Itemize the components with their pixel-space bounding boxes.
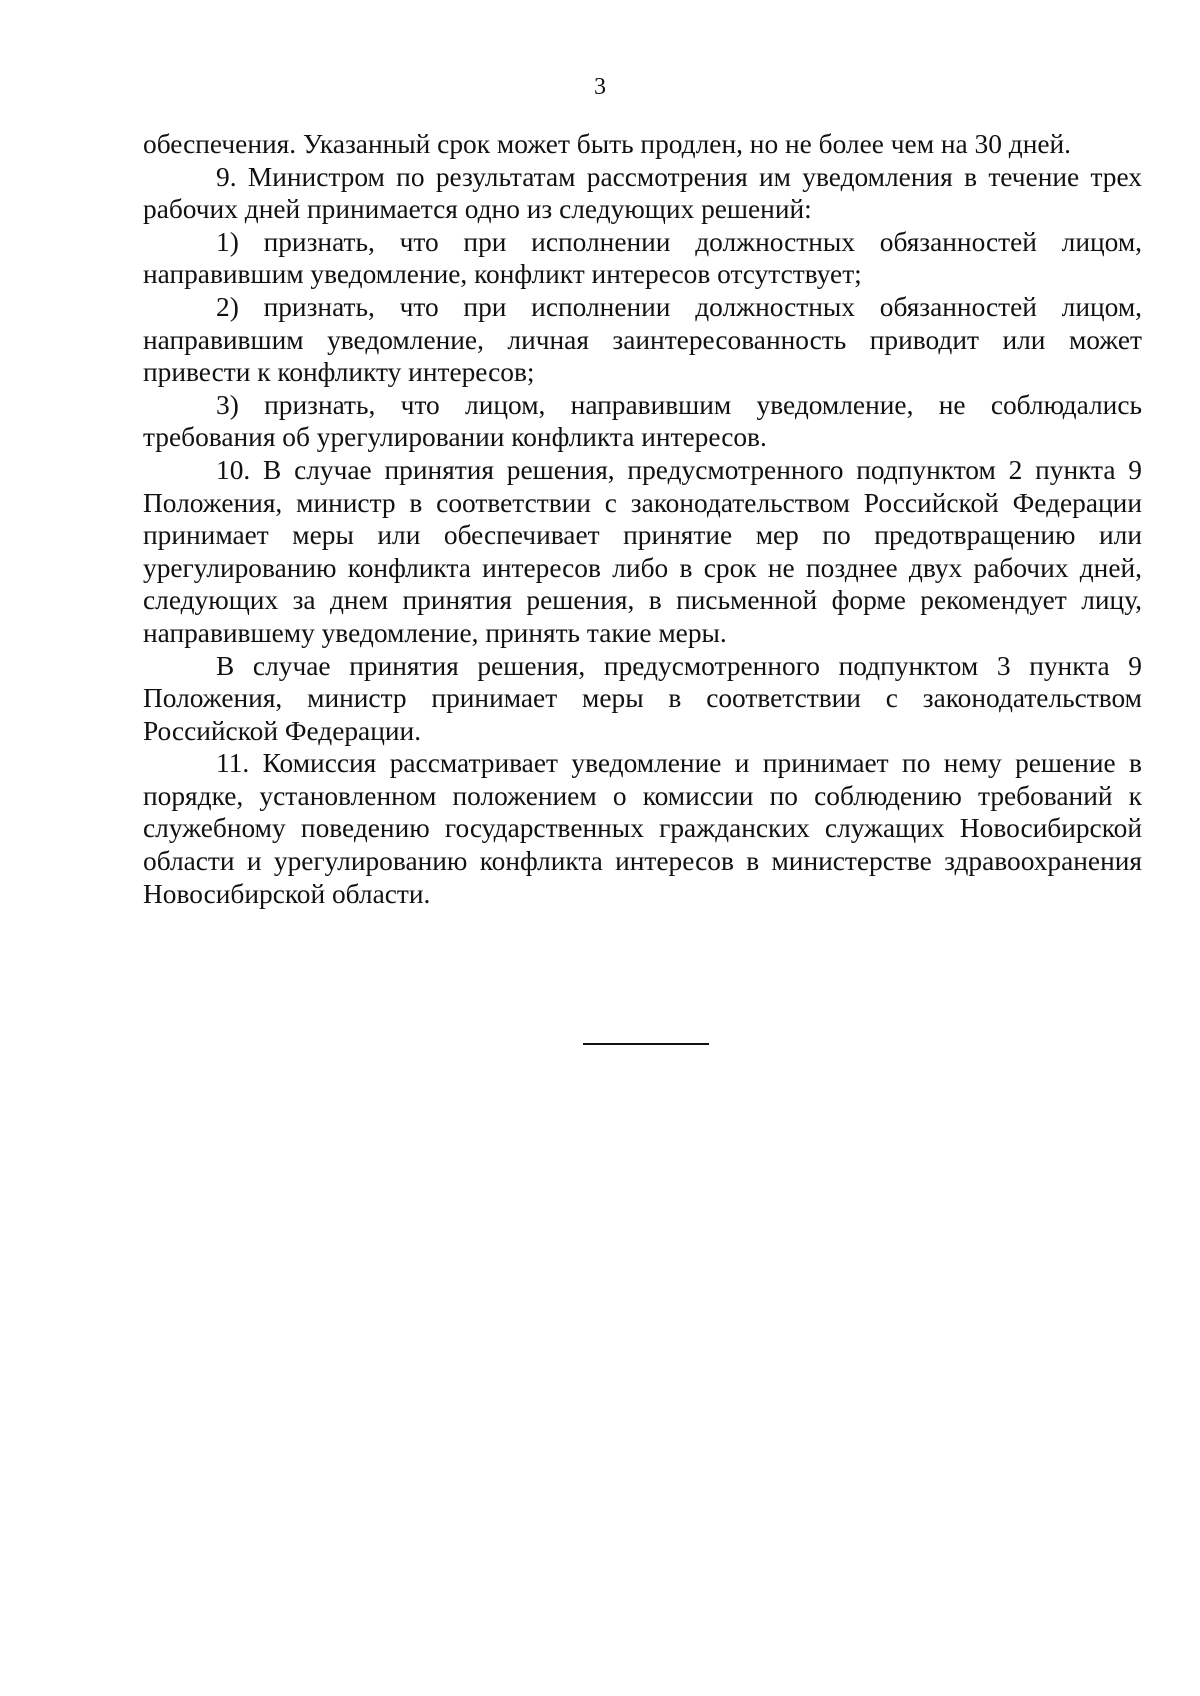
paragraph-subitem-2: 2) признать, что при исполнении должностных обязанностей лицом, направившим уведомление, личная заинтересованность приводит или может привести к конфликту интересов; [143,291,1142,388]
paragraph-subitem-1: 1) признать, что при исполнении должностных обязанностей лицом, направившим уведомление, конфликт интересов отсутствует; [143,226,1142,290]
paragraph-item-11: 11. Комиссия рассматривает уведомление и принимает по нему решение в порядке, установленном положением о комиссии по соблюдению требований к служебному поведению государственных гражданских служащих Новосибирской области и урегулированию конфликта интересов в министерстве здравоохранения Новосибирской области. [143,748,1142,909]
paragraph-continuation: обеспечения. Указанный срок может быть продлен, но не более чем на 30 дней. [143,129,1072,159]
paragraph-item-9: 9. Министром по результатам рассмотрения им уведомления в течение трех рабочих дней принимается одно из следующих решений: [143,161,1142,225]
paragraph-item-10-continued: В случае принятия решения, предусмотренного подпунктом 3 пункта 9 Положения, министр принимает меры в соответствии с законодательством Российской Федерации. [143,650,1142,746]
page-number: 3 [594,74,606,100]
paragraph-subitem-3: 3) признать, что лицом, направившим уведомление, не соблюдались требования об урегулировании конфликта интересов. [143,389,1142,453]
document-body [143,128,1142,910]
end-of-document-rule [583,1043,709,1045]
paragraph-item-10: 10. В случае принятия решения, предусмотренного подпунктом 2 пункта 9 Положения, министр в соответствии с законодательством Российской Федерации принимает меры или обеспечивает принятие мер по предотвращению или урегулированию конфликта интересов либо в срок не позднее двух рабочих дней, следующих за днем принятия решения, в письменной форме рекомендует лицу, направившему уведомление, принять такие меры. [143,454,1142,648]
